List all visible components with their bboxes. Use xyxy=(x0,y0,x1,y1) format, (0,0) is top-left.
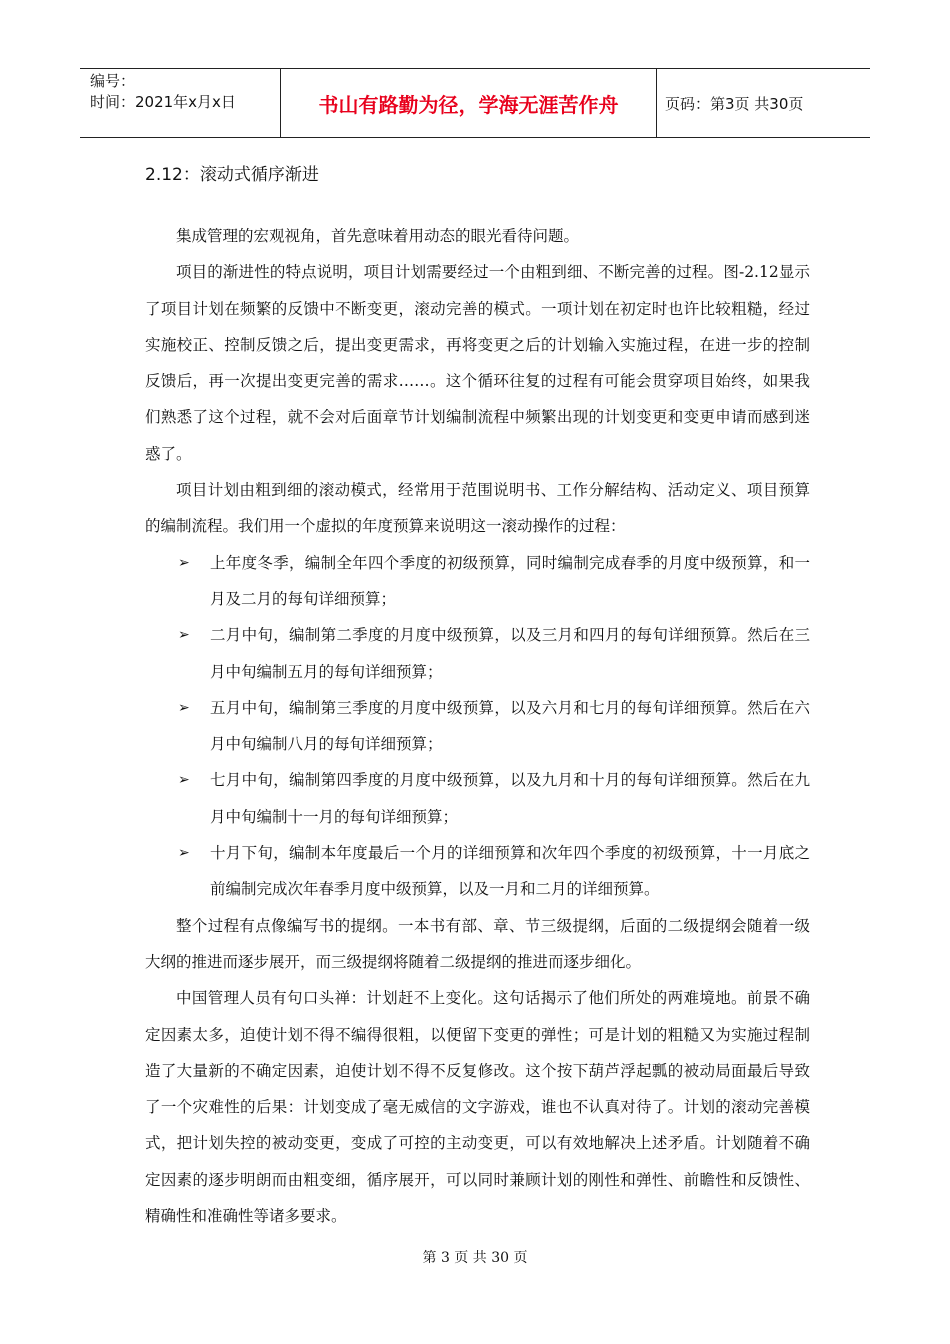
section-title: 2.12：滚动式循序渐进 xyxy=(145,165,319,185)
arrow-bullet-icon: ➢ xyxy=(178,845,190,862)
header-page-info: 页码：第3页 共30页 xyxy=(665,94,804,113)
list-item xyxy=(145,690,810,763)
paragraph: 项目的渐进性的特点说明，项目计划需要经过一个由粗到细、不断完善的过程。图-2.12显示了项目计划在频繁的反馈中不断变更，滚动完善的模式。一项计划在初定时也许比较粗糙，经过实施校正、控制反馈之后，提出变更需求，再将变更之后的计划输入实施过程，在进一步的控制反馈后，再一次提出变更完善的需求……。这个循环往复的过程有可能会贯穿项目始终，如果我们熟悉了这个过程，就不会对后面章节计划编制流程中频繁出现的计划变更和变更申请而感到迷惑了。 xyxy=(145,263,810,463)
paragraph: 项目计划由粗到细的滚动模式，经常用于范围说明书、工作分解结构、活动定义、项目预算的编制流程。我们用一个虚拟的年度预算来说明这一滚动操作的过程： xyxy=(145,481,810,536)
list-item-text: 上年度冬季，编制全年四个季度的初级预算，同时编制完成春季的月度中级预算，和一月及二月的每旬详细预算； xyxy=(210,553,810,608)
list-item xyxy=(145,835,810,908)
list-item-text: 七月中旬，编制第四季度的月度中级预算，以及九月和十月的每旬详细预算。然后在九月中旬编制十一月的每旬详细预算； xyxy=(210,771,810,826)
page-footer: 第 3 页 共 30 页 xyxy=(422,1250,528,1266)
header-meta xyxy=(80,69,280,137)
arrow-bullet-icon: ➢ xyxy=(178,699,190,716)
list-item-text: 二月中旬，编制第二季度的月度中级预算，以及三月和四月的每旬详细预算。然后在三月中旬编制五月的每旬详细预算； xyxy=(210,626,810,681)
list-item-text: 十月下旬，编制本年度最后一个月的详细预算和次年四个季度的初级预算，十一月底之前编制完成次年春季月度中级预算，以及一月和二月的详细预算。 xyxy=(210,844,810,899)
date-label: 时间：2021年x月x日 xyxy=(90,93,236,111)
header-motto: 书山有路勤为径，学海无涯苦作舟 xyxy=(280,69,657,137)
paragraph: 整个过程有点像编写书的提纲。一本书有部、章、节三级提纲，后面的二级提纲会随着一级大纲的推进而逐步展开，而三级提纲将随着二级提纲的推进而逐步细化。 xyxy=(145,916,810,971)
document-body xyxy=(145,218,810,1234)
bullet-list xyxy=(145,545,810,908)
page-header xyxy=(80,68,870,138)
list-item-text: 五月中旬，编制第三季度的月度中级预算，以及六月和七月的每旬详细预算。然后在六月中旬编制八月的每旬详细预算； xyxy=(210,698,810,754)
paragraph: 中国管理人员有句口头禅：计划赶不上变化。这句话揭示了他们所处的两难境地。前景不确定因素太多，迫使计划不得不编得很粗，以便留下变更的弹性；可是计划的粗糙又为实施过程制造了大量新的不确定因素，迫使计划不得不反复修改。这个按下葫芦浮起瓢的被动局面最后导致了一个灾难性的后果：计划变成了毫无威信的文字游戏，谁也不认真对待了。计划的滚动完善模式，把计划失控的被动变更，变成了可控的主动变更，可以有效地解决上述矛盾。计划随着不确定因素的逐步明朗而由粗变细，循序展开，可以同时兼顾计划的刚性和弹性、前瞻性和反馈性、精确性和准确性等诸多要求。 xyxy=(145,989,810,1226)
list-item xyxy=(145,545,810,618)
arrow-bullet-icon: ➢ xyxy=(178,772,190,789)
paragraph: 集成管理的宏观视角，首先意味着用动态的眼光看待问题。 xyxy=(176,227,580,245)
arrow-bullet-icon: ➢ xyxy=(178,554,190,571)
list-item xyxy=(145,617,810,690)
number-label: 编号： xyxy=(90,72,136,90)
arrow-bullet-icon: ➢ xyxy=(178,627,190,644)
list-item xyxy=(145,762,810,835)
